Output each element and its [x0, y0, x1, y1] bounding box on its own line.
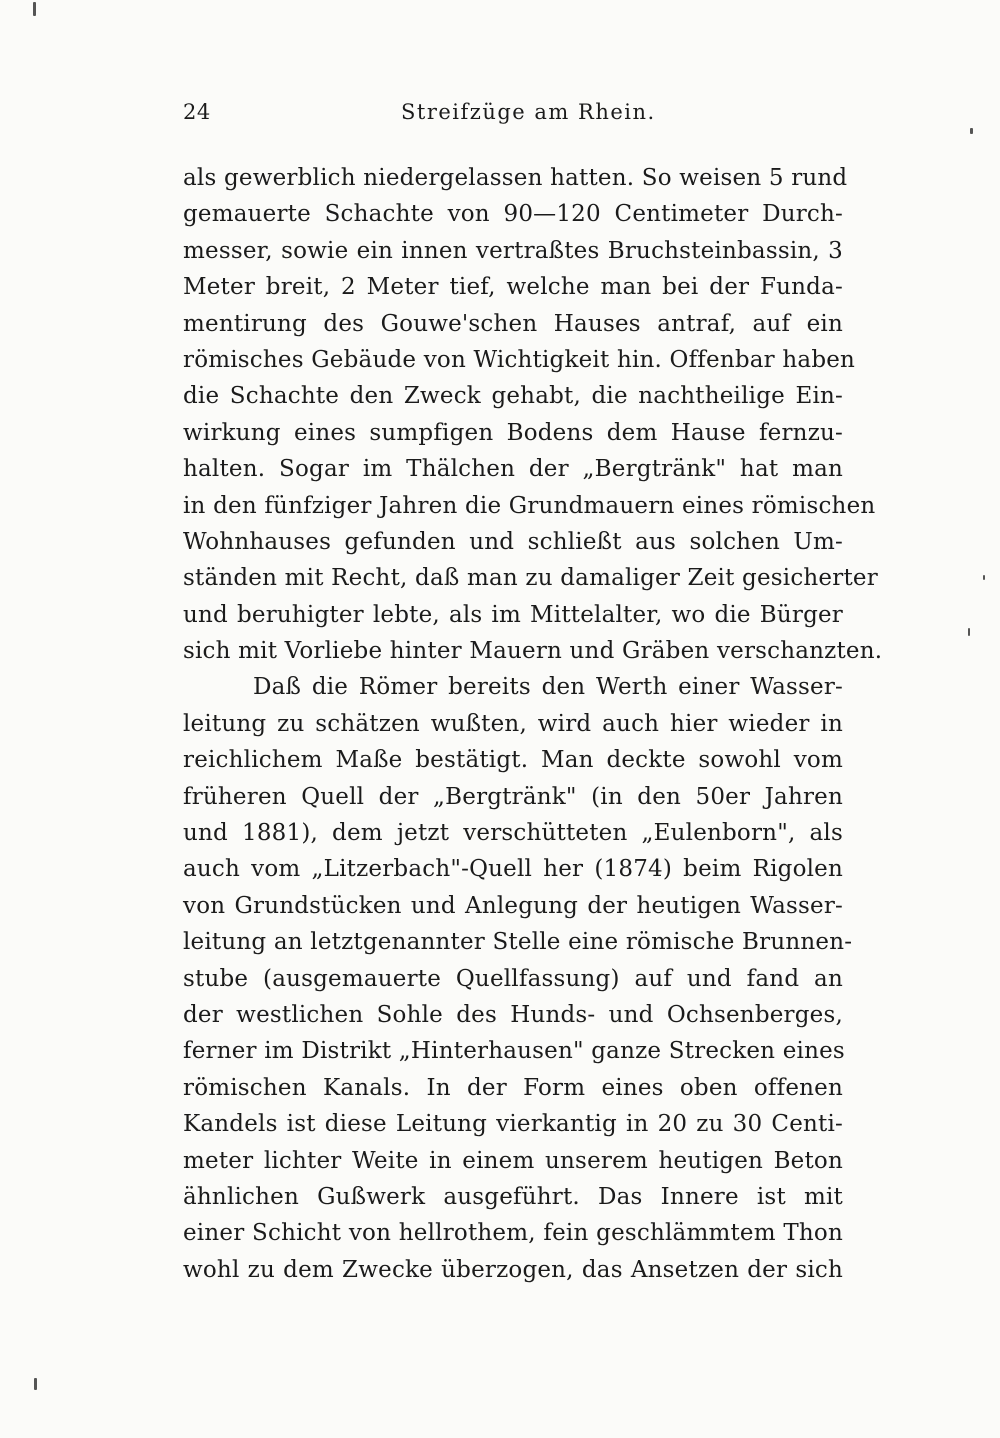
text-line: als gewerblich niedergelassen hatten. So weisen 5 rund: [183, 165, 848, 191]
text-line: halten. Sogar im Thälchen der „Bergtränk" hat man: [183, 456, 843, 483]
text-line: mentirung des Gouwe'schen Hauses antraf, auf ein: [183, 310, 843, 337]
text-line: gemauerte Schachte von 90—120 Centimeter Durch-: [183, 201, 843, 228]
text-line: und beruhigter lebte, als im Mittelalter, wo die Bürger: [183, 601, 843, 628]
text-line: von Grundstücken und Anlegung der heutigen Wasser-: [183, 892, 843, 919]
scan-speck: [33, 2, 36, 16]
scan-speck: [983, 575, 985, 580]
text-line: messer, sowie ein innen vertraßtes Bruchsteinbassin, 3: [183, 237, 843, 264]
text-line: ähnlichen Gußwerk ausgeführt. Das Innere ist mit: [183, 1183, 843, 1210]
page-header: [183, 96, 843, 136]
text-line: wirkung eines sumpfigen Bodens dem Hause fernzu-: [183, 419, 843, 446]
text-line: früheren Quell der „Bergtränk" (in den 50er Jahren: [183, 783, 843, 810]
text-line: meter lichter Weite in einem unserem heutigen Beton: [183, 1147, 843, 1174]
text-line: ständen mit Recht, daß man zu damaliger Zeit gesicherter: [183, 565, 878, 592]
page-number: 24: [183, 100, 211, 124]
text-line: Kandels ist diese Leitung vierkantig in 20 zu 30 Centi-: [183, 1111, 843, 1138]
text-line: Wohnhauses gefunden und schließt aus solchen Um-: [183, 528, 843, 555]
text-line: ferner im Distrikt „Hinterhausen" ganze Strecken eines: [183, 1038, 845, 1065]
scan-speck: [968, 628, 970, 636]
text-line: römisches Gebäude von Wichtigkeit hin. Offenbar haben: [183, 346, 856, 373]
text-line: leitung an letztgenannter Stelle eine römische Brunnen-: [183, 929, 853, 956]
paragraph-start-line: Daß die Römer bereits den Werth einer Wasser-: [253, 674, 843, 701]
text-line: die Schachte den Zweck gehabt, die nachtheilige Ein-: [183, 383, 843, 410]
scan-speck: [34, 1378, 37, 1390]
scan-speck: [970, 128, 973, 134]
text-line: der westlichen Sohle des Hunds- und Ochsenberges,: [183, 1001, 843, 1028]
text-line: einer Schicht von hellrothem, fein geschlämmtem Thon: [183, 1220, 843, 1247]
text-line: römischen Kanals. In der Form eines oben offenen: [183, 1074, 843, 1101]
text-line: wohl zu dem Zwecke überzogen, das Ansetzen der sich: [183, 1256, 843, 1283]
text-line: Meter breit, 2 Meter tief, welche man bei der Funda-: [183, 274, 843, 301]
text-line: auch vom „Litzerbach"-Quell her (1874) beim Rigolen: [183, 856, 843, 883]
text-line: und 1881), dem jetzt verschütteten „Eulenborn", als: [183, 820, 843, 847]
text-line: in den fünfziger Jahren die Grundmauern eines römischen: [183, 492, 876, 519]
text-line: reichlichem Maße bestätigt. Man deckte sowohl vom: [183, 747, 843, 774]
running-title: Streifzüge am Rhein.: [401, 100, 656, 124]
text-line: leitung zu schätzen wußten, wird auch hier wieder in: [183, 710, 843, 737]
paragraph-end-line: sich mit Vorliebe hinter Mauern und Gräben verschanzten.: [183, 638, 883, 665]
body-text: [183, 160, 883, 1288]
text-line: stube (ausgemauerte Quellfassung) auf und fand an: [183, 965, 843, 992]
